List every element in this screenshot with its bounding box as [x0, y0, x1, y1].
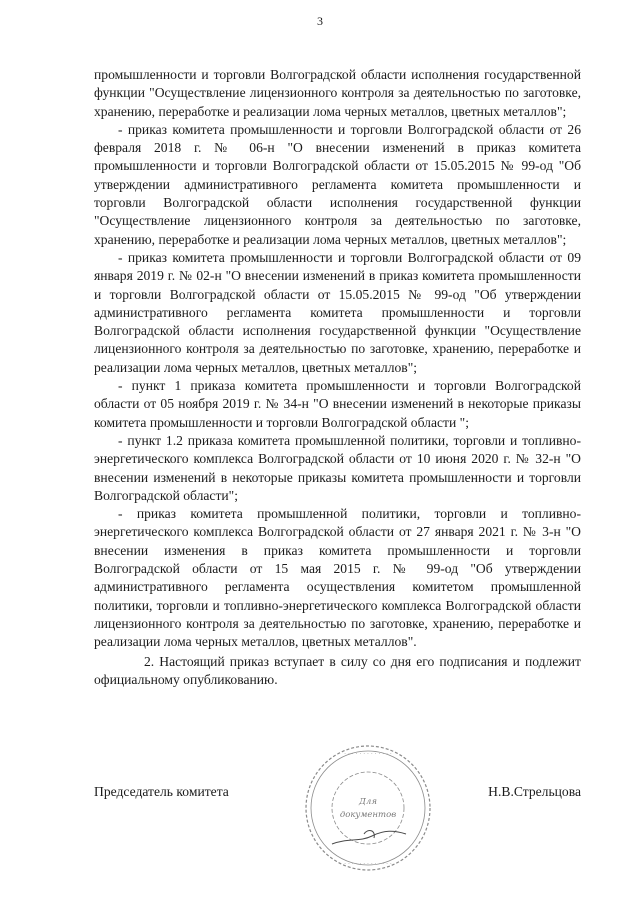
list-item-point-1: - пункт 1 приказа комитета промышленности и торговли Волгоградской области от 05 ноября 2019 г. № 34-н "О внесении изменений в некоторые приказы комитета промышленности и торговли Волгоградской области ";	[94, 378, 581, 430]
official-stamp-seal	[302, 742, 434, 874]
list-item-order-2021: - приказ комитета промышленной политики, торговли и топливно-энергетического комплекса Волгоградской области от 27 января 2021 г. № 3-н "О внесении изменения в приказ комитета промышленности и торговли Волгоградской области от 15 мая 2015 г. № 99-од "Об утверждении административного регламента осуществления комитетом промышленной политики, торговли и топливно-энергетического комплекса Волгоградской области лицензионного контроля за деятельностью по заготовке, хранению, переработке и реализации лома черных металлов, цветных металлов".	[94, 506, 581, 650]
effective-date-clause: 2. Настоящий приказ вступает в силу со дня его подписания и подлежит официальному опубликованию.	[94, 653, 581, 687]
signatory-title: Председатель комитета	[94, 784, 229, 799]
signatory-name: Н.В.Стрельцова	[488, 784, 581, 799]
list-item-point-1-2: - пункт 1.2 приказа комитета промышленной политики, торговли и топливно-энергетического комплекса Волгоградской области от 10 июня 2020 г. № 32-н "О внесении изменений в некоторые приказы комитета промышленности и торговли Волгоградской области";	[94, 432, 581, 503]
page-number: 3	[317, 14, 323, 28]
list-item-order-2019: - приказ комитета промышленности и торговли Волгоградской области от 09 января 2019 г. № 02-н "О внесении изменений в приказ комитета промышленности и торговли Волгоградской области от 15.05.2015 № 99-од "Об утверждении административного регламента комитета промышленности и торговли Волгоградской области исполнения государственной функции "Осуществление лицензионного контроля за деятельностью по заготовке, хранению, переработке и реализации лома черных металлов, цветных металлов";	[94, 249, 581, 375]
paragraph-continuation: промышленности и торговли Волгоградской области исполнения государственной функции "Осуществление лицензионного контроля за деятельностью по заготовке, хранению, переработке и реализации лома черных металлов, цветных металлов";	[94, 67, 581, 119]
svg-text:документов: документов	[339, 810, 397, 820]
svg-text:· · · · · · · · · · · · ·: · · · · · · · · · · · · ·	[344, 861, 392, 868]
list-item-order-2018: - приказ комитета промышленности и торговли Волгоградской области от 26 февраля 2018 г. № 06-н "О внесении изменений в приказ комитета промышленности и торговли Волгоградской области от 15.05.2015 № 99-од "Об утверждении административного регламента комитета промышленности и торговли Волгоградской области исполнения государственной функции "Осуществление лицензионного контроля за деятельностью по заготовке, хранению, переработке и реализации лома черных металлов, цветных металлов";	[94, 121, 581, 247]
svg-text:Для: Для	[359, 797, 377, 807]
svg-text:· · · · · · · · · · · · ·: · · · · · · · · · · · · ·	[344, 751, 392, 758]
document-body	[94, 66, 581, 689]
